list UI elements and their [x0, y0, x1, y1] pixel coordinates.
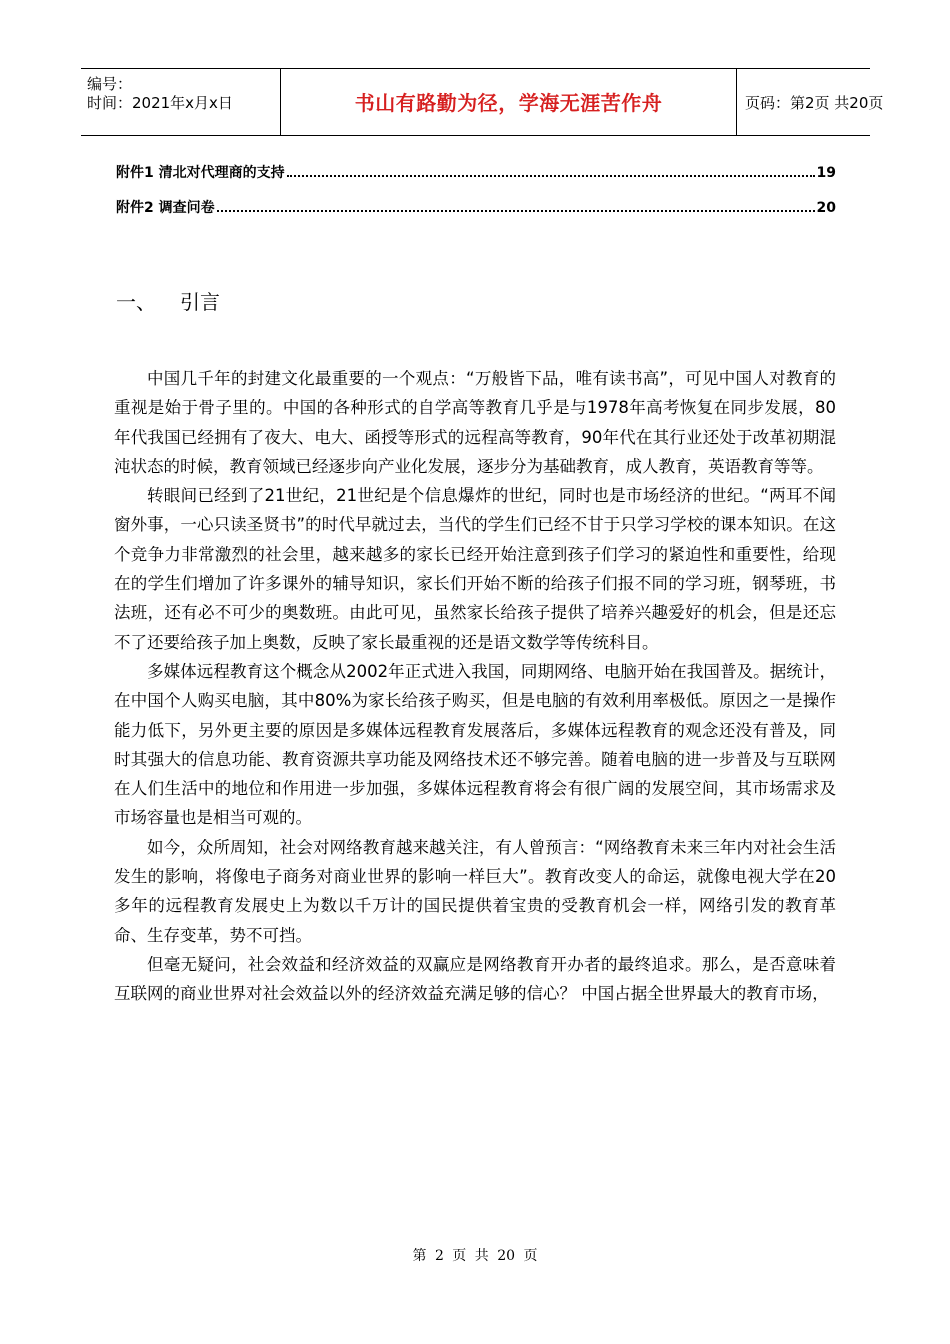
toc-leader-dots — [217, 198, 815, 212]
section-number: 一、 — [116, 290, 156, 314]
body-paragraph: 如今，众所周知，社会对网络教育越来越关注，有人曾预言：“网络教育未来三年内对社会生活发生的影响，将像电子商务对商业世界的影响一样巨大”。教育改变人的命运，就像电视大学在20多年的远程教育发展史上为数以千万计的国民提供着宝贵的受教育机会一样，网络引发的教育革命、生存变革，势不可挡。 — [114, 837, 836, 945]
page-header — [81, 68, 884, 136]
toc-entry-page: 20 — [816, 200, 836, 216]
page-footer: 第 2 页 共 20 页 — [412, 1248, 538, 1264]
toc-entry[interactable] — [116, 197, 836, 217]
body-paragraph: 多媒体远程教育这个概念从2002年正式进入我国，同期网络、电脑开始在我国普及。据统计，在中国个人购买电脑，其中80%为家长给孩子购买，但是电脑的有效利用率极低。原因之一是操作能力低下，另外更主要的原因是多媒体远程教育发展落后，多媒体远程教育的观念还没有普及，同时其强大的信息功能、教育资源共享功能及网络技术还不够完善。随着电脑的进一步普及与互联网在人们生活中的地位和作用进一步加强，多媒体远程教育将会有很广阔的发展空间，其市场需求及市场容量也是相当可观的。 — [114, 661, 836, 828]
section-title: 引言 — [180, 290, 220, 314]
body-text — [114, 364, 836, 1009]
header-meta — [81, 69, 281, 135]
header-motto: 书山有路勤为径，学海无涯苦作舟 — [281, 69, 737, 135]
toc-leader-dots — [287, 163, 815, 177]
toc-entry[interactable] — [116, 162, 836, 182]
toc-entry-title: 附件2 调查问卷 — [116, 200, 215, 216]
toc-entry-title: 附件1 清北对代理商的支持 — [116, 165, 285, 181]
body-paragraph: 转眼间已经到了21世纪，21世纪是个信息爆炸的世纪，同时也是市场经济的世纪。“两耳不闻窗外事，一心只读圣贤书”的时代早就过去，当代的学生们已经不甘于只学习学校的课本知识。在这个竞争力非常激烈的社会里，越来越多的家长已经开始注意到孩子们学习的紧迫性和重要性，给现在的学生们增加了许多课外的辅导知识，家长们开始不断的给孩子们报不同的学习班，钢琴班，书法班，还有必不可少的奥数班。由此可见，虽然家长给孩子提供了培养兴趣爱好的机会，但是还忘不了还要给孩子加上奥数，反映了家长最重视的还是语文数学等传统科目。 — [114, 486, 836, 652]
body-paragraph: 但毫无疑问，社会效益和经济效益的双赢应是网络教育开办者的最终追求。那么，是否意味着互联网的商业世界对社会效益以外的经济效益充满足够的信心？ 中国占据全世界最大的教育市场， — [114, 954, 836, 1004]
toc-entry-page: 19 — [816, 165, 836, 181]
body-paragraph: 中国几千年的封建文化最重要的一个观点：“万般皆下品，唯有读书高”，可见中国人对教育的重视是始于骨子里的。中国的各种形式的自学高等教育几乎是与1978年高考恢复在同步发展，80年代我国已经拥有了夜大、电大、函授等形式的远程高等教育，90年代在其行业还处于改革初期混沌状态的时候，教育领域已经逐步向产业化发展，逐步分为基础教育，成人教育，英语教育等等。 — [114, 369, 836, 476]
document-time-label: 时间：2021年x月x日 — [87, 94, 233, 112]
document-number-label: 编号： — [87, 75, 133, 93]
section-heading — [116, 286, 220, 315]
header-page-info: 页码：第2页 共20页 — [745, 94, 884, 112]
